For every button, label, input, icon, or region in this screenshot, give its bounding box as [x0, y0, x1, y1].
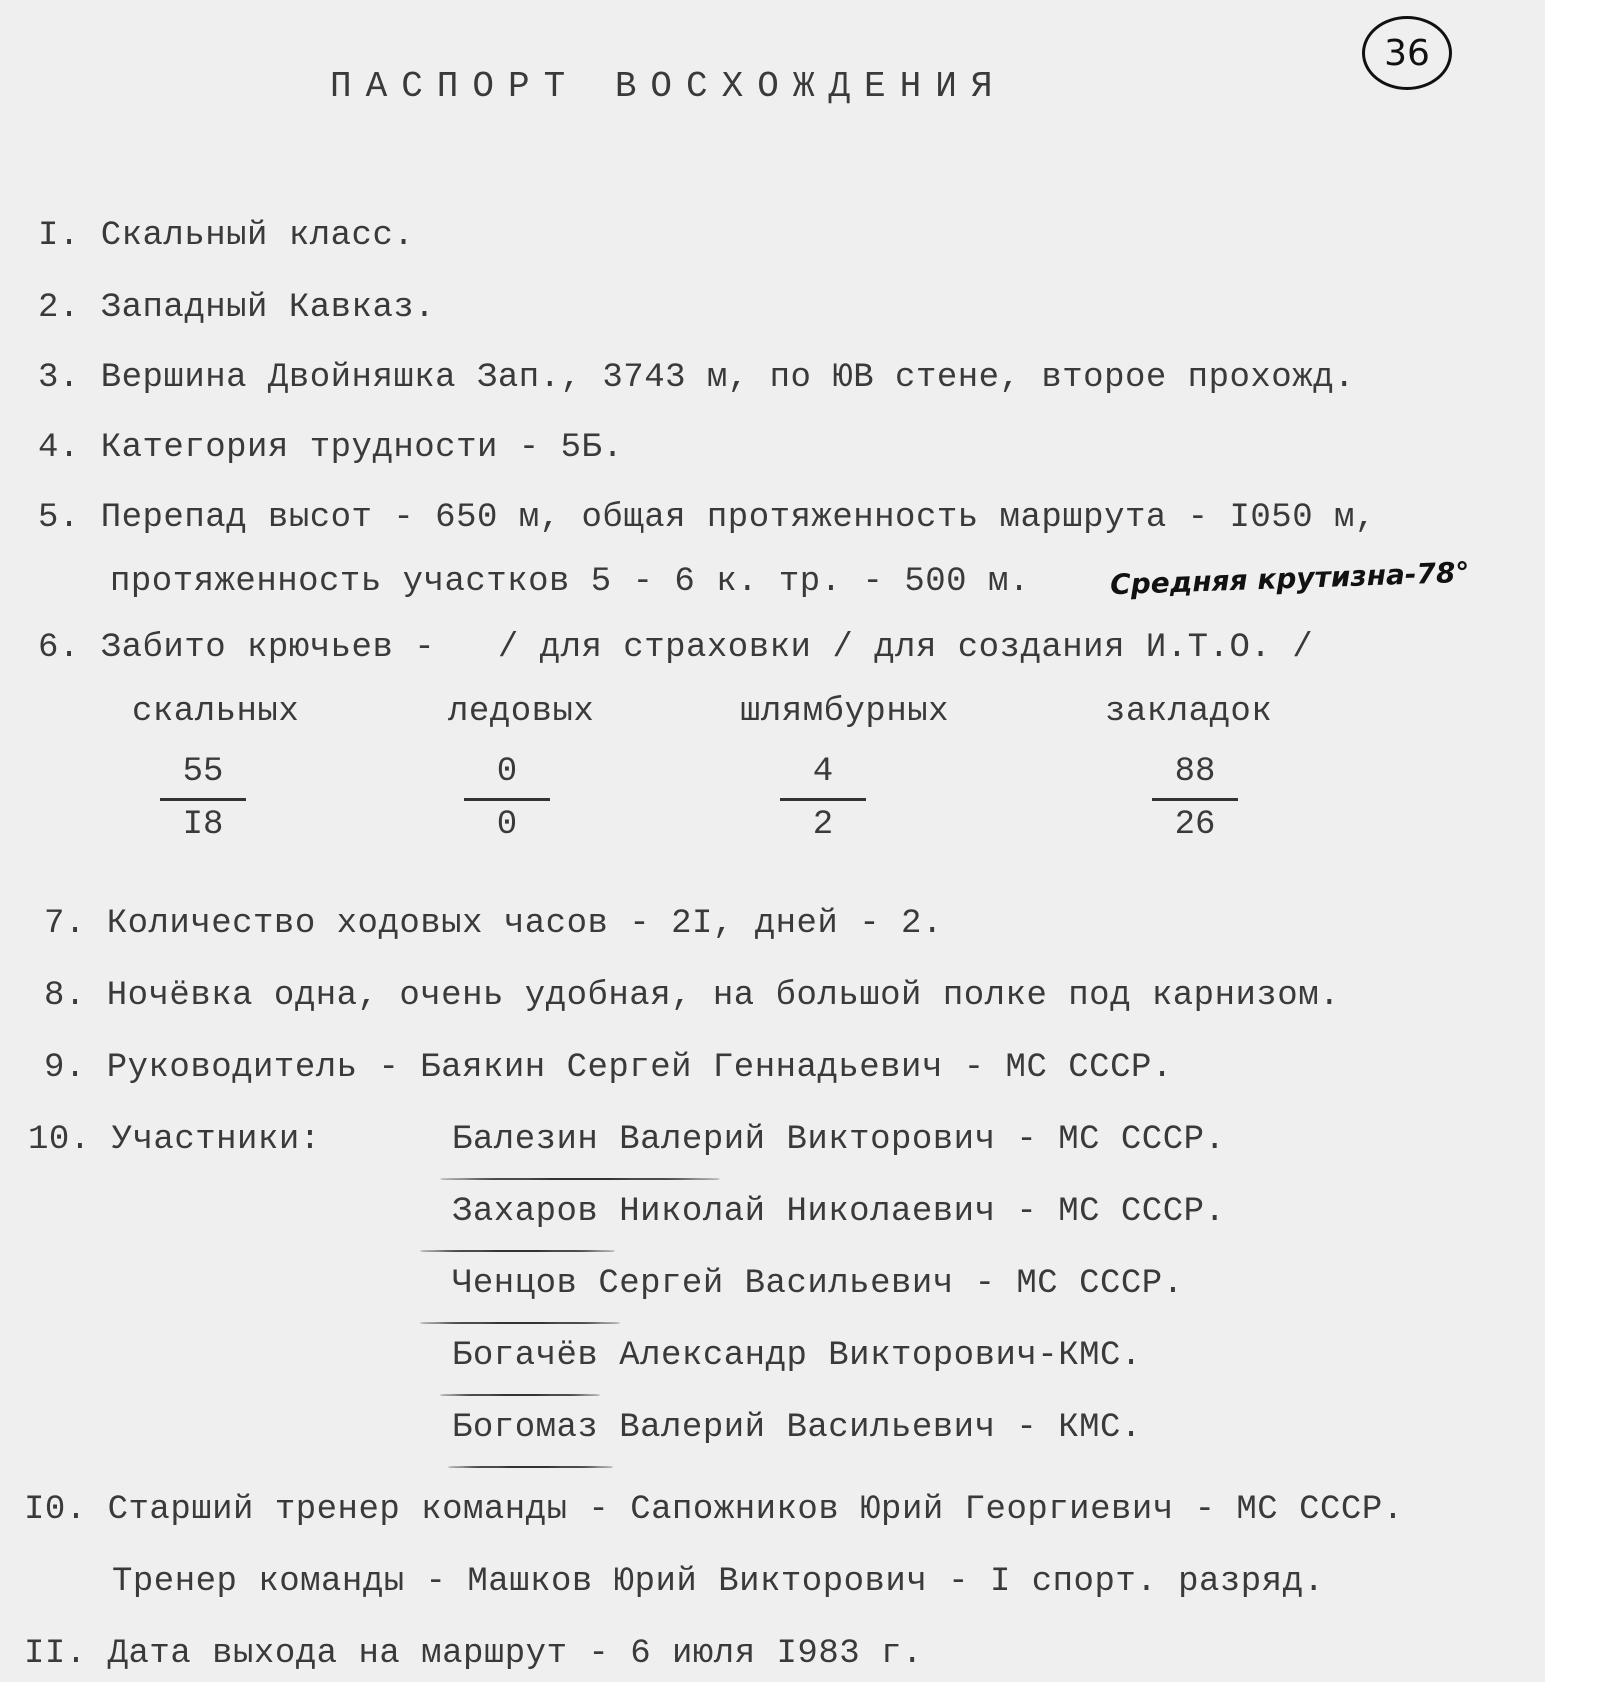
- item-7: 7. Количество ходовых часов - 2I, дней - 2.: [44, 905, 943, 943]
- piton-rock-top: 55: [182, 753, 224, 791]
- document-title: ПАСПОРТ ВОСХОЖДЕНИЯ: [330, 66, 1007, 107]
- piton-fraction-bolt: [768, 752, 878, 845]
- fraction-bar: [1152, 798, 1238, 801]
- piton-bolt-bottom: 2: [812, 806, 834, 844]
- participant-5: Богомаз Валерий Васильевич - КМС.: [452, 1409, 1142, 1447]
- participant-1: Балезин Валерий Викторович - МС СССР.: [452, 1121, 1226, 1159]
- scan-margin: [1545, 0, 1600, 1682]
- piton-header-bolt: шлямбурных: [740, 693, 950, 731]
- piton-bolt-top: 4: [812, 753, 834, 791]
- piton-nuts-top: 88: [1174, 753, 1216, 791]
- participant-3: Ченцов Сергей Васильевич - МС СССР.: [452, 1265, 1184, 1303]
- pencil-underline: [440, 1178, 720, 1180]
- pencil-underline: [420, 1322, 620, 1324]
- item-10-label: 10. Участники:: [28, 1121, 321, 1159]
- piton-rock-bottom: I8: [182, 806, 224, 844]
- item-6: 6. Забито крючьев - / для страховки / для создания И.Т.О. /: [38, 629, 1314, 667]
- pencil-underline: [440, 1394, 600, 1396]
- participant-2: Захаров Николай Николаевич - МС СССР.: [452, 1193, 1226, 1231]
- item-9: 9. Руководитель - Баякин Сергей Геннадьевич - МС СССР.: [44, 1049, 1173, 1087]
- participant-4: Богачёв Александр Викторович-КМС.: [452, 1337, 1142, 1375]
- piton-fraction-rock: [148, 752, 258, 845]
- fraction-bar: [160, 798, 246, 801]
- piton-ice-bottom: 0: [496, 806, 518, 844]
- item-11: II. Дата выхода на маршрут - 6 июля I983 г.: [24, 1635, 923, 1673]
- page-number: 36: [1384, 32, 1430, 74]
- item-10-senior-coach: I0. Старший тренер команды - Сапожников Юрий Георгиевич - МС СССР.: [24, 1491, 1404, 1529]
- piton-header-nuts: закладок: [1105, 693, 1273, 731]
- piton-nuts-bottom: 26: [1174, 806, 1216, 844]
- pencil-underline: [448, 1466, 613, 1468]
- piton-ice-top: 0: [496, 753, 518, 791]
- handwritten-steepness-note: Средняя крутизна-78°: [1109, 555, 1470, 602]
- page-number-stamp: [1362, 16, 1452, 90]
- fraction-bar: [780, 798, 866, 801]
- item-3: 3. Вершина Двойняшка Зап., 3743 м, по ЮВ стене, второе прохожд.: [38, 359, 1355, 397]
- item-10-coach: Тренер команды - Машков Юрий Викторович - I спорт. разряд.: [112, 1563, 1325, 1601]
- fraction-bar: [464, 798, 550, 801]
- item-5-line-1: 5. Перепад высот - 650 м, общая протяженность маршрута - I050 м,: [38, 499, 1376, 537]
- item-8: 8. Ночёвка одна, очень удобная, на большой полке под карнизом.: [44, 977, 1341, 1015]
- piton-fraction-nuts: [1140, 752, 1250, 845]
- item-4: 4. Категория трудности - 5Б.: [38, 429, 624, 467]
- item-2: 2. Западный Кавказ.: [38, 289, 436, 327]
- pencil-underline: [420, 1250, 615, 1252]
- piton-fraction-ice: [452, 752, 562, 845]
- item-5-line-2: протяженность участков 5 - 6 к. тр. - 500 м.: [110, 563, 1030, 601]
- piton-header-ice: ледовых: [448, 693, 595, 731]
- item-1: I. Скальный класс.: [38, 217, 415, 255]
- piton-header-rock: скальных: [132, 693, 300, 731]
